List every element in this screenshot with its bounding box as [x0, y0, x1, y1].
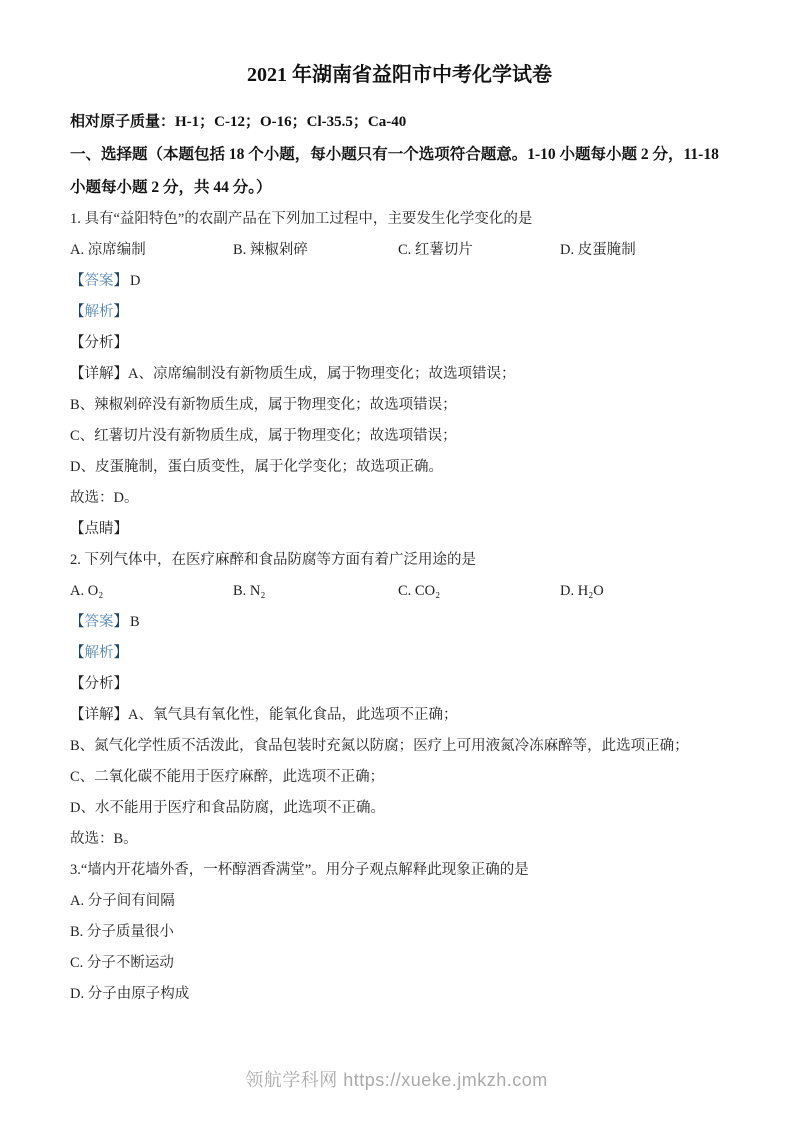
option-c: C. 分子不断运动 — [70, 955, 174, 971]
option-d: D. 分子由原子构成 — [70, 986, 190, 1002]
detail-line-c: C、红薯切片没有新物质生成，属于物理变化；故选项错误； — [70, 428, 457, 444]
option-a: A. O₂ — [70, 583, 104, 599]
detail-intro-text: A、凉席编制没有新物质生成，属于物理变化；故选项错误； — [128, 366, 516, 382]
question-1 — [70, 204, 729, 545]
fenxi-line: 【分析】 — [70, 676, 128, 692]
answer-label-bracket-close: 】 — [113, 273, 128, 289]
answer-value: B — [130, 614, 140, 630]
answer-line — [70, 266, 729, 297]
detail-line-b: B、辣椒剁碎没有新物质生成，属于物理变化；故选项错误； — [70, 397, 457, 413]
section-heading: 一、选择题（本题包括 18 个小题，每小题只有一个选项符合题意。1-10 小题每小题 2 分，11-18 小题每小题 2 分，共 44 分。） — [70, 146, 719, 196]
option-b: B. N₂ — [233, 583, 266, 599]
atomic-mass-line: 相对原子质量：H-1；C-12；O-16；Cl-35.5；Ca-40 — [70, 114, 407, 130]
option-c: C. CO₂ — [398, 583, 441, 599]
answer-label-bracket-open: 【 — [70, 273, 85, 289]
jiexi-label-bracket-close: 】 — [113, 304, 128, 320]
option-a: A. 凉席编制 — [70, 242, 146, 258]
detail-line-a — [70, 359, 729, 390]
answer-label: 答案 — [84, 273, 114, 289]
option-b: B. 分子质量很小 — [70, 924, 174, 940]
jiexi-label: 解析 — [84, 304, 114, 320]
footer-watermark: 领航学科网 https://xueke.jmkzh.com — [245, 1070, 548, 1090]
detail-line-a — [70, 700, 729, 731]
option-d: D. H₂O — [560, 583, 604, 599]
detail-line-b: B、氮气化学性质不活泼此，食品包装时充氮以防腐；医疗上可用液氮冷冻麻醉等，此选项正确； — [70, 738, 689, 754]
option-d: D. 皮蛋腌制 — [560, 242, 636, 258]
detail-intro-text: A、氧气具有氧化性，能氧化食品，此选项不正确； — [128, 707, 458, 723]
jiexi-label: 解析 — [84, 645, 114, 661]
option-c: C. 红薯切片 — [398, 242, 473, 258]
jiexi-label-bracket-close: 】 — [113, 645, 128, 661]
question-stem: 3.“墙内开花墙外香，一杯醇酒香满堂”。用分子观点解释此现象正确的是 — [70, 862, 529, 878]
jiexi-label-bracket-open: 【 — [70, 304, 85, 320]
xiangjie-label: 【详解】 — [70, 707, 128, 723]
answer-label: 答案 — [84, 614, 114, 630]
jiexi-label-bracket-open: 【 — [70, 645, 85, 661]
question-stem: 1. 具有“益阳特色”的农副产品在下列加工过程中，主要发生化学变化的是 — [70, 211, 533, 227]
jiexi-line — [70, 297, 729, 328]
jiexi-line — [70, 638, 729, 669]
option-b: B. 辣椒剁碎 — [233, 242, 308, 258]
conclusion-line: 故选：B。 — [70, 831, 138, 847]
answer-label-bracket-close: 】 — [113, 614, 128, 630]
answer-label-bracket-open: 【 — [70, 614, 85, 630]
detail-line-c: C、二氧化碳不能用于医疗麻醉，此选项不正确； — [70, 769, 385, 785]
question-stem: 2. 下列气体中，在医疗麻醉和食品防腐等方面有着广泛用途的是 — [70, 552, 476, 568]
dianjing-line: 【点睛】 — [70, 521, 128, 537]
xiangjie-label: 【详解】 — [70, 366, 128, 382]
conclusion-line: 故选：D。 — [70, 490, 139, 506]
detail-line-d: D、水不能用于医疗和食品防腐，此选项不正确。 — [70, 800, 385, 816]
options-row — [70, 576, 729, 607]
fenxi-line: 【分析】 — [70, 335, 128, 351]
answer-value: D — [130, 273, 141, 289]
options-row — [70, 235, 729, 266]
question-3 — [70, 855, 729, 1010]
option-a: A. 分子间有间隔 — [70, 893, 175, 909]
answer-line — [70, 607, 729, 638]
question-2 — [70, 545, 729, 855]
page-title: 2021 年湖南省益阳市中考化学试卷 — [247, 64, 552, 86]
detail-line-d: D、皮蛋腌制，蛋白质变性，属于化学变化；故选项正确。 — [70, 459, 443, 475]
